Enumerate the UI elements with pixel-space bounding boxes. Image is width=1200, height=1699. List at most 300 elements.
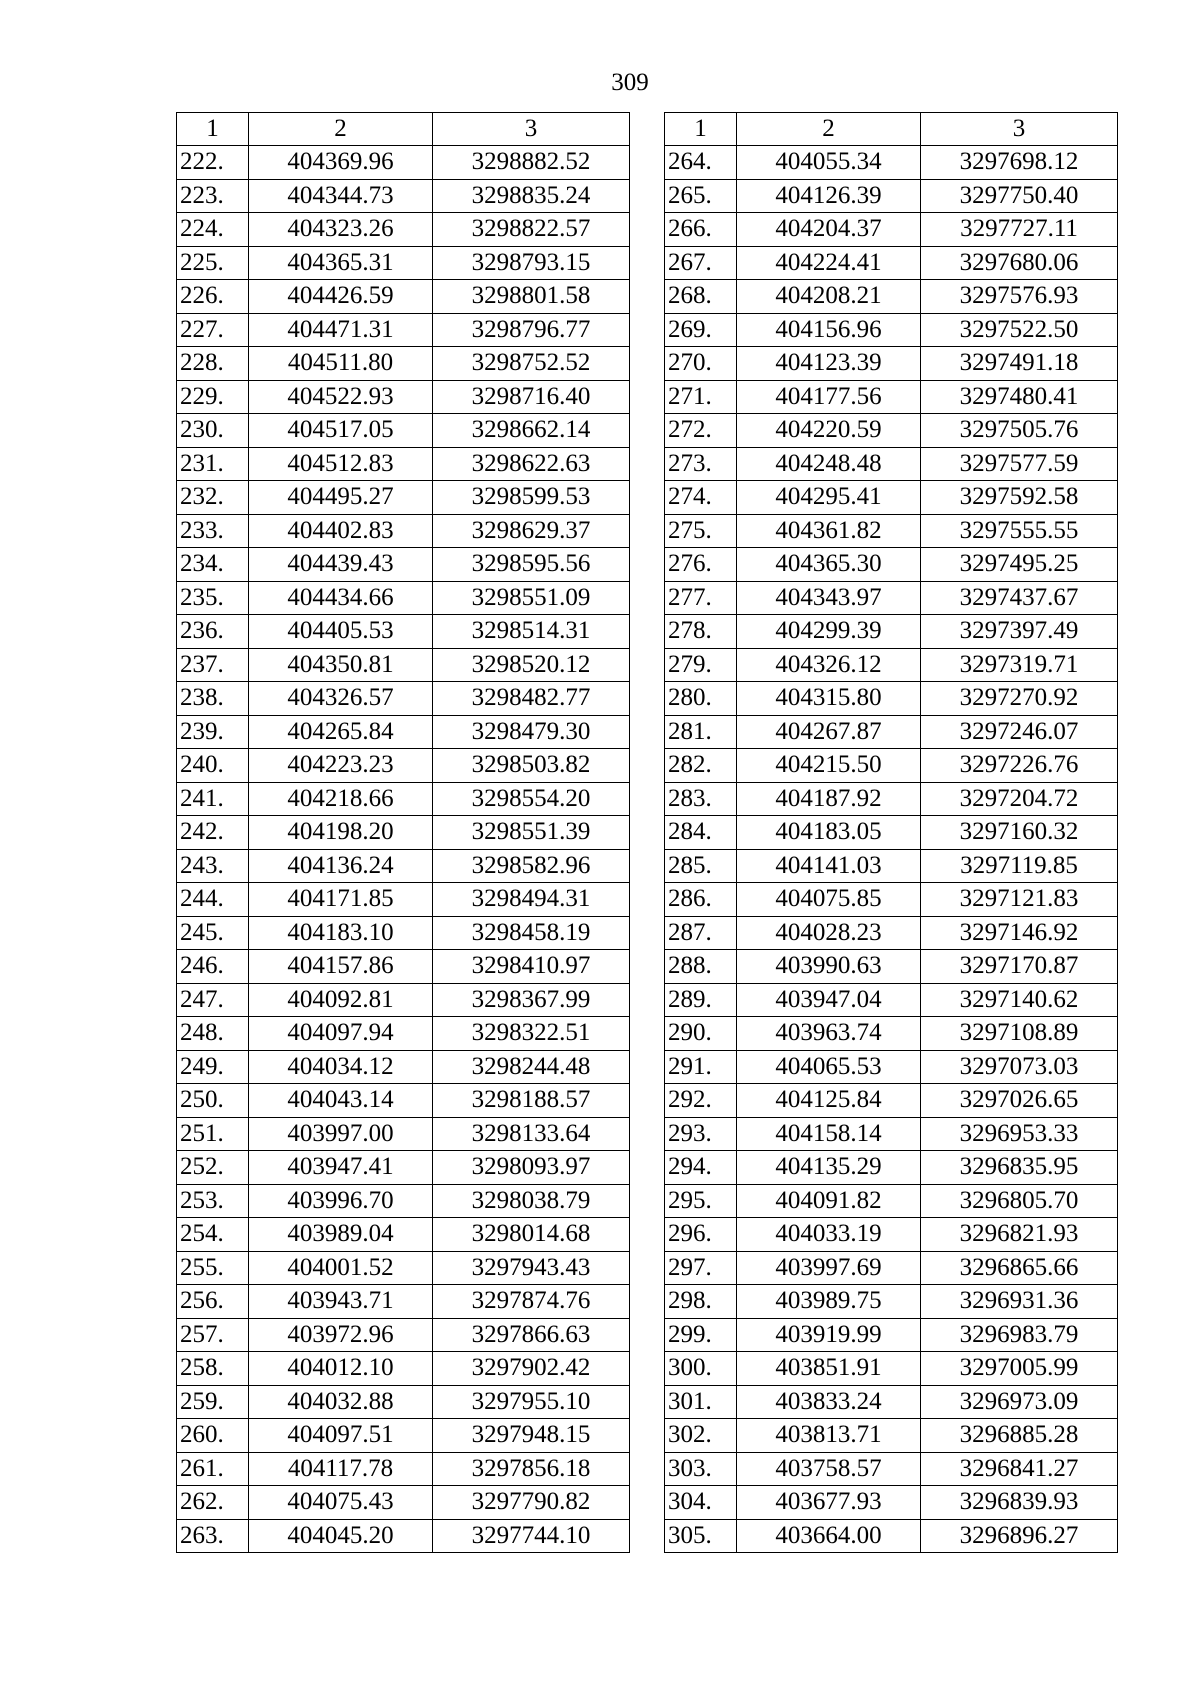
point-number-cell: 246. (177, 950, 249, 984)
x-coordinate-cell: 404157.86 (249, 950, 433, 984)
point-number-cell: 249. (177, 1050, 249, 1084)
y-coordinate-cell: 3297160.32 (921, 816, 1118, 850)
y-coordinate-cell: 3297140.62 (921, 983, 1118, 1017)
x-coordinate-cell: 404136.24 (249, 849, 433, 883)
x-coordinate-cell: 404426.59 (249, 280, 433, 314)
point-number-cell: 236. (177, 615, 249, 649)
point-number-cell: 228. (177, 347, 249, 381)
x-coordinate-cell: 404326.12 (737, 648, 921, 682)
point-number-cell: 230. (177, 414, 249, 448)
point-number-cell: 304. (665, 1486, 737, 1520)
table-row (665, 1117, 1118, 1151)
table-row (665, 548, 1118, 582)
y-coordinate-cell: 3298882.52 (433, 146, 630, 180)
point-number-cell: 242. (177, 816, 249, 850)
table-row (177, 782, 630, 816)
y-coordinate-cell: 3298482.77 (433, 682, 630, 716)
y-coordinate-cell: 3297073.03 (921, 1050, 1118, 1084)
y-coordinate-cell: 3297592.58 (921, 481, 1118, 515)
x-coordinate-cell: 404092.81 (249, 983, 433, 1017)
point-number-cell: 294. (665, 1151, 737, 1185)
column-header-number: 1 (665, 113, 737, 146)
x-coordinate-cell: 404075.85 (737, 883, 921, 917)
y-coordinate-cell: 3297119.85 (921, 849, 1118, 883)
table-row (665, 1151, 1118, 1185)
x-coordinate-cell: 404218.66 (249, 782, 433, 816)
point-number-cell: 295. (665, 1184, 737, 1218)
table-row (177, 916, 630, 950)
table-row (177, 1385, 630, 1419)
x-coordinate-cell: 403997.00 (249, 1117, 433, 1151)
y-coordinate-cell: 3298629.37 (433, 514, 630, 548)
x-coordinate-cell: 404198.20 (249, 816, 433, 850)
table-row (177, 1017, 630, 1051)
y-coordinate-cell: 3297727.11 (921, 213, 1118, 247)
table-row (177, 1486, 630, 1520)
x-coordinate-cell: 404033.19 (737, 1218, 921, 1252)
table-row (665, 514, 1118, 548)
table-row (665, 983, 1118, 1017)
x-coordinate-cell: 404045.20 (249, 1519, 433, 1553)
y-coordinate-cell: 3297698.12 (921, 146, 1118, 180)
y-coordinate-cell: 3296953.33 (921, 1117, 1118, 1151)
table-row (177, 1251, 630, 1285)
table-row (665, 648, 1118, 682)
table-row (177, 749, 630, 783)
point-number-cell: 225. (177, 246, 249, 280)
point-number-cell: 254. (177, 1218, 249, 1252)
point-number-cell: 250. (177, 1084, 249, 1118)
table-row (665, 146, 1118, 180)
y-coordinate-cell: 3298479.30 (433, 715, 630, 749)
x-coordinate-cell: 404065.53 (737, 1050, 921, 1084)
x-coordinate-cell: 404043.14 (249, 1084, 433, 1118)
x-coordinate-cell: 404091.82 (737, 1184, 921, 1218)
table-row (665, 1184, 1118, 1218)
y-coordinate-cell: 3297555.55 (921, 514, 1118, 548)
point-number-cell: 241. (177, 782, 249, 816)
table-row (177, 1452, 630, 1486)
x-coordinate-cell: 404177.56 (737, 380, 921, 414)
x-coordinate-cell: 404012.10 (249, 1352, 433, 1386)
table-row (177, 280, 630, 314)
y-coordinate-cell: 3296896.27 (921, 1519, 1118, 1553)
y-coordinate-cell: 3297246.07 (921, 715, 1118, 749)
y-coordinate-cell: 3297505.76 (921, 414, 1118, 448)
y-coordinate-cell: 3298554.20 (433, 782, 630, 816)
x-coordinate-cell: 404323.26 (249, 213, 433, 247)
point-number-cell: 285. (665, 849, 737, 883)
y-coordinate-cell: 3296839.93 (921, 1486, 1118, 1520)
x-coordinate-cell: 403997.69 (737, 1251, 921, 1285)
table-row (665, 782, 1118, 816)
table-row (177, 246, 630, 280)
x-coordinate-cell: 404117.78 (249, 1452, 433, 1486)
column-header-x: 2 (737, 113, 921, 146)
point-number-cell: 301. (665, 1385, 737, 1419)
table-row (177, 347, 630, 381)
table-row (177, 883, 630, 917)
y-coordinate-cell: 3298514.31 (433, 615, 630, 649)
table-row (665, 481, 1118, 515)
y-coordinate-cell: 3297948.15 (433, 1419, 630, 1453)
y-coordinate-cell: 3296983.79 (921, 1318, 1118, 1352)
point-number-cell: 255. (177, 1251, 249, 1285)
y-coordinate-cell: 3297319.71 (921, 648, 1118, 682)
x-coordinate-cell: 404123.39 (737, 347, 921, 381)
point-number-cell: 257. (177, 1318, 249, 1352)
table-row (665, 1419, 1118, 1453)
table-row (177, 1084, 630, 1118)
point-number-cell: 262. (177, 1486, 249, 1520)
y-coordinate-cell: 3298716.40 (433, 380, 630, 414)
y-coordinate-cell: 3298551.39 (433, 816, 630, 850)
x-coordinate-cell: 404215.50 (737, 749, 921, 783)
x-coordinate-cell: 404365.30 (737, 548, 921, 582)
x-coordinate-cell: 404001.52 (249, 1251, 433, 1285)
x-coordinate-cell: 404208.21 (737, 280, 921, 314)
point-number-cell: 261. (177, 1452, 249, 1486)
y-coordinate-cell: 3298822.57 (433, 213, 630, 247)
point-number-cell: 293. (665, 1117, 737, 1151)
y-coordinate-cell: 3297108.89 (921, 1017, 1118, 1051)
y-coordinate-cell: 3297495.25 (921, 548, 1118, 582)
x-coordinate-cell: 404365.31 (249, 246, 433, 280)
point-number-cell: 286. (665, 883, 737, 917)
x-coordinate-cell: 404171.85 (249, 883, 433, 917)
y-coordinate-cell: 3298599.53 (433, 481, 630, 515)
table-row (665, 715, 1118, 749)
point-number-cell: 238. (177, 682, 249, 716)
y-coordinate-cell: 3297522.50 (921, 313, 1118, 347)
table-row (177, 1519, 630, 1553)
point-number-cell: 234. (177, 548, 249, 582)
point-number-cell: 288. (665, 950, 737, 984)
x-coordinate-cell: 404055.34 (737, 146, 921, 180)
point-number-cell: 259. (177, 1385, 249, 1419)
point-number-cell: 247. (177, 983, 249, 1017)
table-row (177, 1117, 630, 1151)
point-number-cell: 297. (665, 1251, 737, 1285)
point-number-cell: 233. (177, 514, 249, 548)
point-number-cell: 243. (177, 849, 249, 883)
point-number-cell: 305. (665, 1519, 737, 1553)
x-coordinate-cell: 404125.84 (737, 1084, 921, 1118)
x-coordinate-cell: 403833.24 (737, 1385, 921, 1419)
coordinates-table-right (664, 112, 1118, 1553)
point-number-cell: 279. (665, 648, 737, 682)
table-row (177, 615, 630, 649)
x-coordinate-cell: 404223.23 (249, 749, 433, 783)
point-number-cell: 291. (665, 1050, 737, 1084)
coordinates-table-left (176, 112, 630, 1553)
point-number-cell: 223. (177, 179, 249, 213)
point-number-cell: 265. (665, 179, 737, 213)
table-row (177, 548, 630, 582)
point-number-cell: 232. (177, 481, 249, 515)
y-coordinate-cell: 3298367.99 (433, 983, 630, 1017)
point-number-cell: 229. (177, 380, 249, 414)
table-row (665, 849, 1118, 883)
point-number-cell: 256. (177, 1285, 249, 1319)
y-coordinate-cell: 3298793.15 (433, 246, 630, 280)
x-coordinate-cell: 404326.57 (249, 682, 433, 716)
point-number-cell: 273. (665, 447, 737, 481)
point-number-cell: 274. (665, 481, 737, 515)
x-coordinate-cell: 404220.59 (737, 414, 921, 448)
table-row (177, 950, 630, 984)
x-coordinate-cell: 404434.66 (249, 581, 433, 615)
page-number: 309 (611, 69, 649, 96)
y-coordinate-cell: 3298796.77 (433, 313, 630, 347)
point-number-cell: 272. (665, 414, 737, 448)
table-header-row (665, 113, 1118, 146)
y-coordinate-cell: 3298093.97 (433, 1151, 630, 1185)
y-coordinate-cell: 3297744.10 (433, 1519, 630, 1553)
table-row (665, 1352, 1118, 1386)
y-coordinate-cell: 3297750.40 (921, 179, 1118, 213)
x-coordinate-cell: 404028.23 (737, 916, 921, 950)
y-coordinate-cell: 3296835.95 (921, 1151, 1118, 1185)
table-row (177, 1352, 630, 1386)
x-coordinate-cell: 404402.83 (249, 514, 433, 548)
table-row (665, 313, 1118, 347)
y-coordinate-cell: 3298014.68 (433, 1218, 630, 1252)
y-coordinate-cell: 3297121.83 (921, 883, 1118, 917)
point-number-cell: 289. (665, 983, 737, 1017)
point-number-cell: 251. (177, 1117, 249, 1151)
table-row (177, 414, 630, 448)
table-row (665, 1050, 1118, 1084)
point-number-cell: 303. (665, 1452, 737, 1486)
table-row (665, 682, 1118, 716)
y-coordinate-cell: 3296821.93 (921, 1218, 1118, 1252)
column-header-y: 3 (921, 113, 1118, 146)
table-row (177, 648, 630, 682)
x-coordinate-cell: 404248.48 (737, 447, 921, 481)
table-row (177, 581, 630, 615)
y-coordinate-cell: 3297943.43 (433, 1251, 630, 1285)
x-coordinate-cell: 404511.80 (249, 347, 433, 381)
x-coordinate-cell: 404265.84 (249, 715, 433, 749)
x-coordinate-cell: 404032.88 (249, 1385, 433, 1419)
table-row (177, 514, 630, 548)
point-number-cell: 235. (177, 581, 249, 615)
table-row (665, 816, 1118, 850)
table-row (665, 414, 1118, 448)
y-coordinate-cell: 3298038.79 (433, 1184, 630, 1218)
x-coordinate-cell: 403758.57 (737, 1452, 921, 1486)
x-coordinate-cell: 404126.39 (737, 179, 921, 213)
y-coordinate-cell: 3298752.52 (433, 347, 630, 381)
y-coordinate-cell: 3298551.09 (433, 581, 630, 615)
x-coordinate-cell: 404158.14 (737, 1117, 921, 1151)
x-coordinate-cell: 404267.87 (737, 715, 921, 749)
y-coordinate-cell: 3297480.41 (921, 380, 1118, 414)
x-coordinate-cell: 404097.51 (249, 1419, 433, 1453)
x-coordinate-cell: 403664.00 (737, 1519, 921, 1553)
table-body-right (665, 146, 1118, 1553)
table-row (665, 1452, 1118, 1486)
y-coordinate-cell: 3298133.64 (433, 1117, 630, 1151)
x-coordinate-cell: 403677.93 (737, 1486, 921, 1520)
table-row (177, 213, 630, 247)
x-coordinate-cell: 403989.75 (737, 1285, 921, 1319)
x-coordinate-cell: 404343.97 (737, 581, 921, 615)
y-coordinate-cell: 3297270.92 (921, 682, 1118, 716)
x-coordinate-cell: 404522.93 (249, 380, 433, 414)
y-coordinate-cell: 3296885.28 (921, 1419, 1118, 1453)
x-coordinate-cell: 404224.41 (737, 246, 921, 280)
y-coordinate-cell: 3298582.96 (433, 849, 630, 883)
x-coordinate-cell: 403963.74 (737, 1017, 921, 1051)
x-coordinate-cell: 404141.03 (737, 849, 921, 883)
y-coordinate-cell: 3296931.36 (921, 1285, 1118, 1319)
table-row (177, 682, 630, 716)
y-coordinate-cell: 3297204.72 (921, 782, 1118, 816)
table-row (665, 916, 1118, 950)
table-row (177, 380, 630, 414)
point-number-cell: 248. (177, 1017, 249, 1051)
y-coordinate-cell: 3296805.70 (921, 1184, 1118, 1218)
x-coordinate-cell: 404204.37 (737, 213, 921, 247)
table-row (665, 615, 1118, 649)
point-number-cell: 270. (665, 347, 737, 381)
table-row (665, 950, 1118, 984)
table-row (665, 883, 1118, 917)
table-row (177, 179, 630, 213)
point-number-cell: 277. (665, 581, 737, 615)
table-row (177, 849, 630, 883)
x-coordinate-cell: 404315.80 (737, 682, 921, 716)
column-header-x: 2 (249, 113, 433, 146)
y-coordinate-cell: 3298188.57 (433, 1084, 630, 1118)
x-coordinate-cell: 403947.04 (737, 983, 921, 1017)
point-number-cell: 258. (177, 1352, 249, 1386)
table-row (665, 1017, 1118, 1051)
y-coordinate-cell: 3298622.63 (433, 447, 630, 481)
y-coordinate-cell: 3296865.66 (921, 1251, 1118, 1285)
table-row (665, 1318, 1118, 1352)
y-coordinate-cell: 3297226.76 (921, 749, 1118, 783)
x-coordinate-cell: 404299.39 (737, 615, 921, 649)
table-row (665, 280, 1118, 314)
x-coordinate-cell: 403996.70 (249, 1184, 433, 1218)
x-coordinate-cell: 404439.43 (249, 548, 433, 582)
y-coordinate-cell: 3297146.92 (921, 916, 1118, 950)
y-coordinate-cell: 3296973.09 (921, 1385, 1118, 1419)
point-number-cell: 264. (665, 146, 737, 180)
table-row (177, 1151, 630, 1185)
table-row (665, 749, 1118, 783)
x-coordinate-cell: 403851.91 (737, 1352, 921, 1386)
x-coordinate-cell: 403972.96 (249, 1318, 433, 1352)
point-number-cell: 226. (177, 280, 249, 314)
table-row (665, 1218, 1118, 1252)
x-coordinate-cell: 404517.05 (249, 414, 433, 448)
y-coordinate-cell: 3297577.59 (921, 447, 1118, 481)
point-number-cell: 290. (665, 1017, 737, 1051)
x-coordinate-cell: 404471.31 (249, 313, 433, 347)
point-number-cell: 263. (177, 1519, 249, 1553)
point-number-cell: 284. (665, 816, 737, 850)
table-row (177, 1050, 630, 1084)
point-number-cell: 268. (665, 280, 737, 314)
table-row (177, 1218, 630, 1252)
table-row (665, 447, 1118, 481)
y-coordinate-cell: 3298662.14 (433, 414, 630, 448)
table-row (665, 213, 1118, 247)
x-coordinate-cell: 404097.94 (249, 1017, 433, 1051)
y-coordinate-cell: 3297874.76 (433, 1285, 630, 1319)
point-number-cell: 224. (177, 213, 249, 247)
point-number-cell: 302. (665, 1419, 737, 1453)
y-coordinate-cell: 3297902.42 (433, 1352, 630, 1386)
x-coordinate-cell: 404183.10 (249, 916, 433, 950)
y-coordinate-cell: 3298503.82 (433, 749, 630, 783)
y-coordinate-cell: 3298595.56 (433, 548, 630, 582)
y-coordinate-cell: 3298322.51 (433, 1017, 630, 1051)
point-number-cell: 237. (177, 648, 249, 682)
y-coordinate-cell: 3298458.19 (433, 916, 630, 950)
y-coordinate-cell: 3297576.93 (921, 280, 1118, 314)
point-number-cell: 244. (177, 883, 249, 917)
table-row (177, 1419, 630, 1453)
y-coordinate-cell: 3296841.27 (921, 1452, 1118, 1486)
point-number-cell: 275. (665, 514, 737, 548)
point-number-cell: 245. (177, 916, 249, 950)
y-coordinate-cell: 3297790.82 (433, 1486, 630, 1520)
x-coordinate-cell: 404495.27 (249, 481, 433, 515)
y-coordinate-cell: 3298244.48 (433, 1050, 630, 1084)
x-coordinate-cell: 404405.53 (249, 615, 433, 649)
y-coordinate-cell: 3298494.31 (433, 883, 630, 917)
x-coordinate-cell: 404034.12 (249, 1050, 433, 1084)
y-coordinate-cell: 3297026.65 (921, 1084, 1118, 1118)
table-row (665, 1084, 1118, 1118)
x-coordinate-cell: 403943.71 (249, 1285, 433, 1319)
y-coordinate-cell: 3298801.58 (433, 280, 630, 314)
table-row (665, 1519, 1118, 1553)
y-coordinate-cell: 3297856.18 (433, 1452, 630, 1486)
table-row (177, 816, 630, 850)
point-number-cell: 252. (177, 1151, 249, 1185)
y-coordinate-cell: 3297955.10 (433, 1385, 630, 1419)
point-number-cell: 292. (665, 1084, 737, 1118)
x-coordinate-cell: 403919.99 (737, 1318, 921, 1352)
table-row (665, 179, 1118, 213)
x-coordinate-cell: 404512.83 (249, 447, 433, 481)
table-body-left (177, 146, 630, 1553)
point-number-cell: 260. (177, 1419, 249, 1453)
y-coordinate-cell: 3297170.87 (921, 950, 1118, 984)
point-number-cell: 227. (177, 313, 249, 347)
point-number-cell: 299. (665, 1318, 737, 1352)
point-number-cell: 287. (665, 916, 737, 950)
y-coordinate-cell: 3297397.49 (921, 615, 1118, 649)
point-number-cell: 266. (665, 213, 737, 247)
x-coordinate-cell: 403813.71 (737, 1419, 921, 1453)
table-row (177, 313, 630, 347)
table-row (665, 1486, 1118, 1520)
point-number-cell: 280. (665, 682, 737, 716)
table-row (665, 380, 1118, 414)
y-coordinate-cell: 3298520.12 (433, 648, 630, 682)
point-number-cell: 231. (177, 447, 249, 481)
point-number-cell: 300. (665, 1352, 737, 1386)
x-coordinate-cell: 404183.05 (737, 816, 921, 850)
table-row (665, 581, 1118, 615)
